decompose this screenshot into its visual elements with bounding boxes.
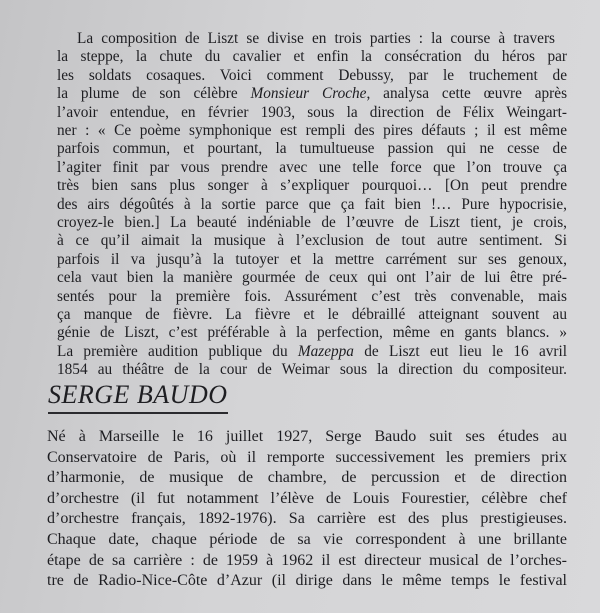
text-line: à ce qu’il aimait la musique à l’exclusion de tout autre sentiment. Si [57, 232, 567, 250]
text-span: La première audition publique du [57, 342, 298, 360]
text-line [57, 85, 567, 103]
text-line: étape de sa carrière : de 1959 à 1962 il est directeur musical de l’orches- [47, 551, 567, 569]
text-line: 1854 au théâtre de la cour de Weimar sous la direction du compositeur. [57, 361, 567, 379]
text-line: sentés pour la première fois. Assurément c’est très convenable, mais [57, 287, 567, 305]
text-line: d’orchestre français, 1892-1976). Sa carrière est des plus prestigieuses. [47, 510, 567, 528]
text-span: , analysa cette œuvre après [366, 85, 568, 103]
text-line: Né à Marseille le 16 juillet 1927, Serge Baudo suit ses études au [47, 428, 567, 445]
text-line: très bien sans plus songer à s’expliquer pourquoi… [On peut prendre [57, 177, 567, 195]
text-line: Chaque date, chaque période de sa vie correspondent à une brillante [47, 531, 567, 548]
text-line: la steppe, la chute du cavalier et enfin la consécration du héros par [57, 48, 567, 66]
text-line: tre de Radio-Nice-Côte d’Azur (il dirige dans le même temps le festival [47, 572, 567, 590]
text-line: croyez-le bien.] La beauté indéniable de l’œuvre de Liszt tient, je crois, [57, 214, 567, 231]
italic-title: Mazeppa [297, 342, 354, 360]
section-heading: SERGE BAUDO [48, 380, 228, 414]
text-line: parfois il va jusqu’à la tutoyer et la mettre carrément sur ses genoux, [57, 250, 567, 268]
text-line: ça manque de fièvre. La fièvre et le débraillé atteignant souvent au [57, 306, 567, 323]
text-line: d’orchestre (il fut notamment l’élève de Louis Fourestier, célèbre chef [47, 489, 567, 507]
text-line [57, 343, 567, 361]
text-line: l’avoir entendue, en février 1903, sous la direction de Félix Weingart- [57, 103, 567, 121]
text-line: d’harmonie, de musique de chambre, de percussion et de direction [47, 469, 567, 487]
text-line: Conservatoire de Paris, où il remporte successivement les premiers prix [47, 448, 567, 466]
text-line: des airs dégoûtés à la sortie parce que ça fait bien !… Pure hypocrisie, [57, 195, 567, 213]
text-line: parfois commun, et pourtant, la tumultueuse passion qui ne cesse de [57, 140, 567, 158]
text-span: la plume de son célèbre [57, 85, 251, 103]
text-line: La composition de Liszt se divise en trois parties : la course à travers [77, 30, 555, 47]
italic-title: Monsieur Croche [250, 85, 367, 103]
text-line: génie de Liszt, c’est préférable à la perfection, même en gants blancs. » [57, 324, 567, 342]
text-line: cela vaut bien la manière gourmée de ceux qui ont l’air de lui être pré- [57, 269, 567, 287]
text-line: ner : « Ce poème symphonique est rempli des pires défauts ; il est même [57, 122, 567, 139]
text-line: l’agiter finit par vous prendre avec une telle force que l’on trouve ça [57, 158, 567, 176]
text-line: les soldats cosaques. Voici comment Debussy, par le truchement de [57, 66, 567, 84]
text-span: de Liszt eut lieu le 16 avril [353, 342, 567, 360]
